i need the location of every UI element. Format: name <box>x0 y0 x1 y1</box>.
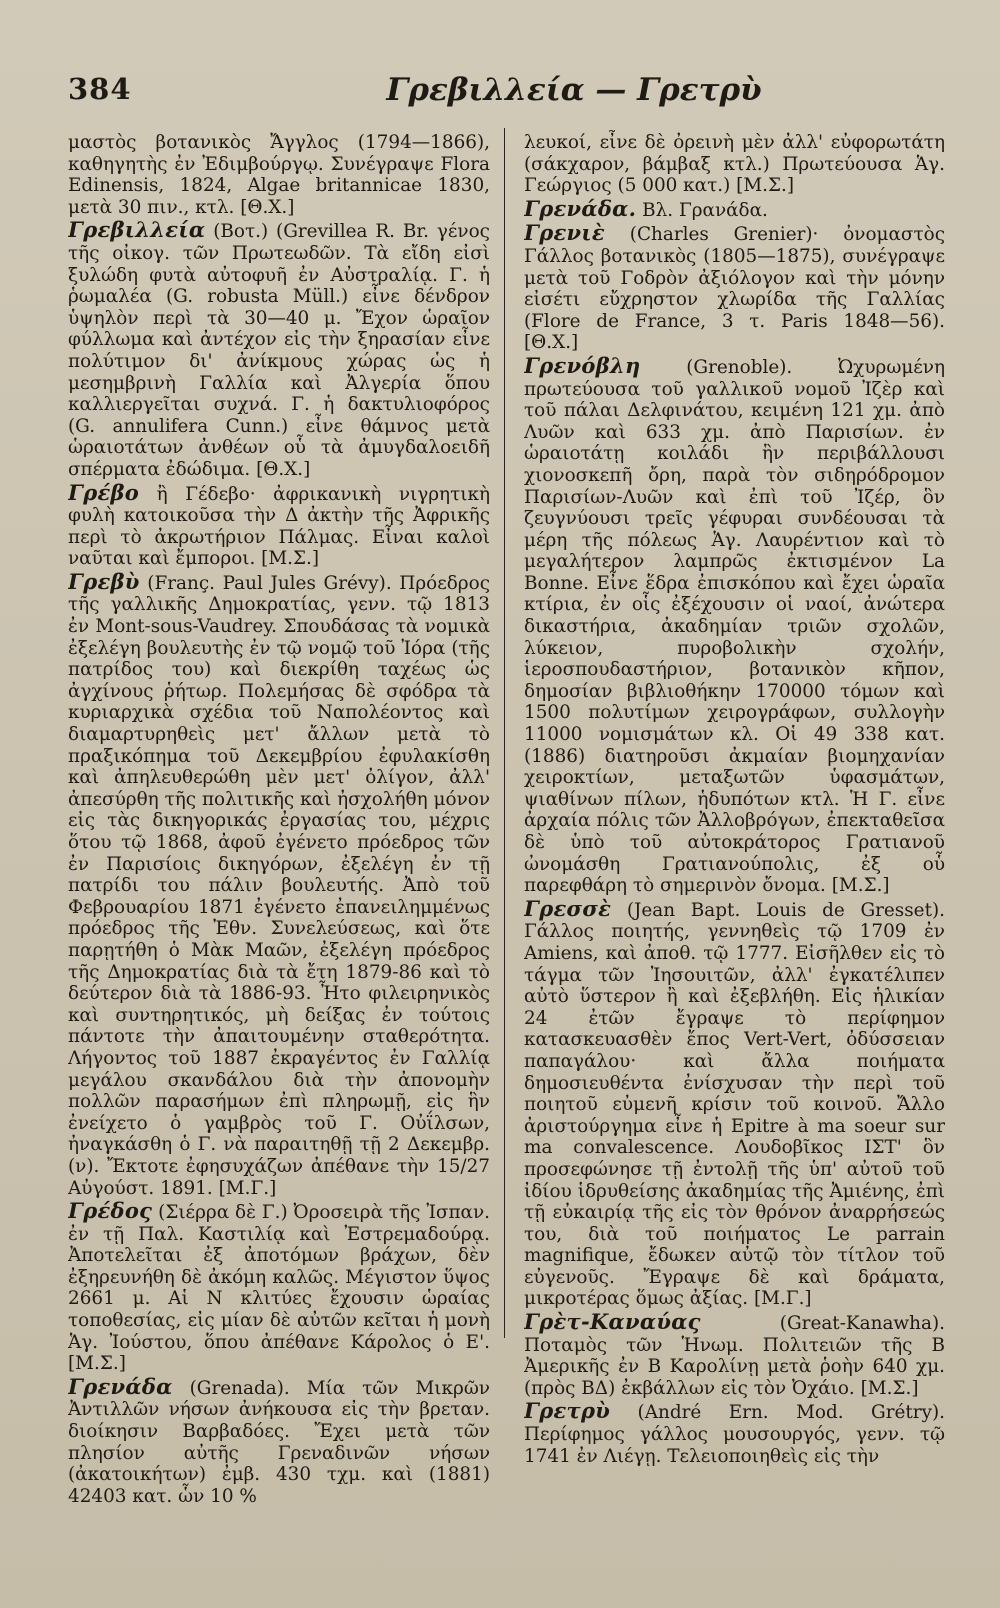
entry-headword: Γρετρὺ <box>524 1398 611 1424</box>
running-head: Γρεβιλλεία — Γρετρὺ <box>386 72 762 108</box>
entry <box>524 1311 945 1399</box>
entry-headword: Γρενάδα <box>68 1373 173 1399</box>
entry-text: (Σιέρρα δὲ Γ.) Ὀροσειρὰ τῆς Ἰσπαν. ἐν τῇ Παλ. Καστιλίᾳ καὶ Ἐστρεμαδούρᾳ. Ἀποτελεῖται ἐξ ἀποτόμων βράχων, δὲν ἐξηρευνήθη δὲ ἀκόμη καλῶς. Μέγιστον ὕψος 2661 μ. Αἱ Ν κλιτύες ἔχουσιν ὡραίας τοποθεσίας, εἰς μίαν δὲ αὐτῶν κεῖται ἡ μονὴ Ἁγ. Ἰούστου, ὅπου ἀπέθανε Κάρολος ὁ Ε'. [Μ.Σ.] <box>68 1202 490 1375</box>
entry <box>524 195 945 222</box>
left-column <box>68 130 490 1590</box>
entry <box>524 352 945 897</box>
entry-headword: Γρενάδα. <box>524 195 637 221</box>
entry <box>68 568 490 1199</box>
entry-headword: Γρενόβλη <box>524 352 641 378</box>
entry-headword: Γρὲτ-Καναύας <box>524 1309 701 1335</box>
entry-text: λευκοί, εἶνε δὲ ὀρεινὴ μὲν ἀλλ' εὐφορωτάτη (σάκχαρον, βάμβαξ κτλ.) Πρωτεύουσα Ἁγ. Γεώργιος (5 000 κατ.) [Μ.Σ.] <box>524 132 945 197</box>
entry <box>524 222 945 354</box>
entry-text: (Βοτ.) (Grevillea R. Br. γένος τῆς οἰκογ. τῶν Πρωτεωδῶν. Τὰ εἴδη εἰσὶ ξυλώδη φυτὰ αὐτοφυῆ ἐν Αὐστραλίᾳ. Γ. ἡ ῥωμαλέα (G. robusta Müll.) εἶνε δένδρον ὑψηλὸν περὶ τὰ 30—40 μ. Ἔχον ὡραῖον φύλλωμα καὶ ἀντέχον εἰς τὴν ξηρασίαν εἶνε πολύτιμον δι' ἀνίκμους χώρας ὡς ἡ μεσημβρινὴ Γαλλία καὶ Ἀλγερία ὅπου καλλιεργεῖται συχνά. Γ. ἡ δακτυλιοφόρος (G. annulifera Cunn.) εἶνε θάμνος μετὰ ὡραιοτάτων ἀνθέων οὗ τὰ ἀμυγδαλοειδῆ σπέρματα ἐδώδιμα. [Θ.Χ.] <box>68 221 490 480</box>
entry <box>68 219 490 480</box>
column-divider <box>504 128 505 1338</box>
entry-headword: Γρεβὺ <box>68 568 140 594</box>
entry-text: (Grenoble). Ὠχυρωμένη πρωτεύουσα τοῦ γαλλικοῦ νομοῦ Ἰζὲρ καὶ τοῦ πάλαι Δελφινάτου, κειμένη 121 χμ. ἀπὸ Λυῶν καὶ 633 χμ. ἀπὸ Παρισίων. ἐν ὡραιοτάτῃ κοιλάδι ἣν περιβάλλουσι χιονοσκεπῆ ὄρη, παρὰ τὸν σιδηρόδρομον Παρισίων-Λυῶν καὶ ἐπὶ τοῦ Ἰζέρ, ὃν ζευγνύουσι τρεῖς γέφυραι συνδέουσαι τὰ μέρη τῆς πόλεως Ἁγ. Λαυρέντιον καὶ τὸ μεγαλήτερον λαμπρῶς ἐκτισμένον La Bonne. Εἶνε ἕδρα ἐπισκόπου καὶ ἔχει ὡραῖα κτίρια, ἐν οἷς ἐξέχουσιν οἱ ναοί, ἀνώτερα δικαστήρια, ἀκαδημίαν τριῶν σχολῶν, λύκειον, πυροβολικὴν σχολήν, ἱεροσπουδαστήριον, βοτανικὸν κῆπον, δημοσίαν βιβλιοθήκην 170000 τόμων καὶ 1500 πολυτίμων χειρογράφων, συλλογὴν 11000 νομισμάτων κλ. Οἱ 49 338 κατ. (1886) διατηροῦσι ἀκμαίαν βιομηχανίαν χειροκτίων, μεταξωτῶν ὑφασμάτων, ψιαθίνων πίλων, ἡδυπότων κτλ. Ἡ Γ. εἶνε ἀρχαία πόλις τῶν Ἀλλοβρόγων, ἐπεκταθεῖσα δὲ ὑπὸ τοῦ αὐτοκράτορος Γρατιανοῦ ὠνομάσθη Γρατιανούπολις, ἐξ οὗ παρεφθάρη τὸ σημερινὸν ὄνομα. [Μ.Σ.] <box>524 356 945 897</box>
entry-text: (Great-Kanawha). Ποταμὸς τῶν Ἡνωμ. Πολιτειῶν τῆς Β Ἀμερικῆς ἐν Β Καρολίνῃ μετὰ ῥοὴν 640 χμ. (πρὸς ΒΔ) ἐκβάλλων εἰς τὸν Ὀχάιο. [Μ.Σ.] <box>524 1313 945 1399</box>
entry-headword: Γρενιὲ <box>524 220 605 246</box>
entry-text: (Charles Grenier)· ὀνομαστὸς Γάλλος βοτανικὸς (1805—1875), συνέγραψε μετὰ τοῦ Γοδρὸν ἀξιόλογον καὶ τὴν μόνην εἰσέτι εὔχρηστον χλωρίδα τῆς Γαλλίας (Flore de France, 3 τ. Paris 1848—56). [Θ.Χ.] <box>524 224 945 354</box>
entry <box>68 1373 490 1508</box>
page-number: 384 <box>68 72 132 106</box>
entry <box>68 479 490 570</box>
entry-headword: Γρέβο <box>68 479 140 505</box>
entry-text: (Grenada). Μία τῶν Μικρῶν Ἀντιλλῶν νήσων ἀνήκουσα εἰς τὴν βρεταν. διοίκησιν Βαρβαδόες. Ἔχει μετὰ τῶν πλησίον αὐτῆς Γρεναδινῶν νήσων (ἀκατοικήτων) ἐμβ. 430 τχμ. καὶ (1881) 42403 κατ. ὧν 10 % <box>68 1377 490 1507</box>
page-header <box>68 72 940 112</box>
entry-text: (André Ern. Mod. Grétry). Περίφημος γάλλος μουσουργός, γενν. τῷ 1741 ἐν Λιέγῃ. Τελειοποιηθεὶς εἰς τὴν <box>524 1402 945 1467</box>
entry-text: Βλ. Γρανάδα. <box>642 199 768 221</box>
entry-text: (Jean Bapt. Louis de Gresset). Γάλλος ποιητής, γεννηθεὶς τῷ 1709 ἐν Amiens, καὶ ἀποθ. τῷ 1777. Εἰσῆλθεν εἰς τὸ τάγμα τῶν Ἰησουιτῶν, ἀλλ' ἐγκατέλιπεν αὐτὸ ὕστερον ἢ καὶ ἐξεβλήθη. Εἰς ἡλικίαν 24 ἐτῶν ἔγραψε τὸ περίφημον κατασκευασθὲν ἔπος Vert-Vert, ὀδύσσειαν παπαγάλου· καὶ ἄλλα ποιήματα δημοσιευθέντα ἐνίσχυσαν τὴν περὶ τοῦ ποιητοῦ εὐμενῆ κρίσιν τοῦ κοινοῦ. Ἄλλο ἀριστούργημα εἶνε ἡ Epitre à ma soeur sur ma convalescence. Λουδοβῖκος ΙΣΤ' ὃν προσεφώνησε τῇ ἐντολῇ τῆς ὑπ' αὐτοῦ τοῦ ἰδίου ἱδρυθείσης ἀκαδημίας τῆς Ἀμιένης, ἐπὶ τῇ εὐκαιρίᾳ τῆς εἰς τὸν θρόνον ἀναρρήσεώς του, διὰ τοῦ ποιήματος Le parrain magnifique, ἔδωκεν αὐτῷ τὸν τίτλον τοῦ εὐγενοῦς. Ἔγραψε δὲ καὶ δράματα, μικροτέρας ὅμως ἀξίας. [Μ.Γ.] <box>524 899 945 1310</box>
entry-headword: Γρέδος <box>68 1198 153 1224</box>
entry-headword: Γρεσσὲ <box>524 895 612 921</box>
right-column <box>524 130 945 1590</box>
entry <box>524 895 945 1310</box>
entry-text: ἢ Γέδεβο· ἀφρικανικὴ νιγρητικὴ φυλὴ κατοικοῦσα τὴν Δ ἀκτὴν τῆς Ἀφρικῆς περὶ τὸ ἀκρωτήριον Πάλμας. Εἶναι καλοὶ ναῦται καὶ ἔμποροι. [Μ.Σ.] <box>68 483 490 570</box>
entry <box>68 1200 490 1375</box>
entry <box>524 130 945 197</box>
entry-text: μαστὸς βοτανικὸς Ἄγγλος (1794—1866), καθηγητὴς ἐν Ἐδιμβούργῳ. Συνέγραψε Flora Edinensis, 1824, Algae britannicae 1830, μετὰ 30 πιν., κτλ. [Θ.Χ.] <box>68 132 490 218</box>
entry-text: (Franç. Paul Jules Grévy). Πρόεδρος τῆς γαλλικῆς Δημοκρατίας, γενν. τῷ 1813 ἐν Mont-sous-Vaudrey. Σπουδάσας τὰ νομικὰ ἐξελέγη βουλευτὴς ἐν τῷ νομῷ τοῦ Ἰόρα (τῆς πατρίδος του) καὶ διεκρίθη ταχέως ὡς ἀγχίνους ῥήτωρ. Πολεμήσας δὲ σφόδρα τὰ κυριαρχικὰ σχέδια τοῦ Ναπολέοντος καὶ διαμαρτυρηθεὶς μετ' ἄλλων μετὰ τὸ πραξικόπημα τοῦ Δεκεμβρίου ἐφυλακίσθη καὶ ἀπηλευθερώθη μὲν μετ' ὀλίγον, ἀλλ' ἀπεσύρθη τῆς πολιτικῆς καὶ ἠσχολήθη μόνον εἰς τὰς δικηγορικάς ἐργασίας του, μέχρις ὅτου τῷ 1868, ἀφοῦ ἐγένετο πρόεδρος τῶν ἐν Παρισίοις δικηγόρων, ἐξελέγη ἐν τῇ πατρίδι του πάλιν βουλευτής. Ἀπὸ τοῦ Φεβρουαρίου 1871 ἐγένετο ἐπανειλημμένως πρόεδρος τῆς Ἐθν. Συνελεύσεως, καὶ ὅτε παρῃτήθη ὁ Μὰκ Μαῶν, ἐξελέγη πρόεδρος τῆς Δημοκρατίας διὰ τὰ ἔτη 1879-86 καὶ τὸ δεύτερον διὰ τὰ 1886-93. Ἦτο φιλειρηνικὸς καὶ συντηρητικός, μὴ δείξας ἐν τούτοις πάντοτε τὴν ἀπαιτουμένην σταθερότητα. Λήγοντος τοῦ 1887 ἐκραγέντος ἐν Γαλλίᾳ μεγάλου σκανδάλου διὰ τὴν ἀπονομὴν πολλῶν παρασήμων ἐπὶ πληρωμῇ, εἰς ἣν ἐνείχετο ὁ γαμβρὸς τοῦ Γ. Οὐΐλσων, ἠναγκάσθη ὁ Γ. νὰ παραιτηθῇ τῇ 2 Δεκεμβρ. (ν). Ἔκτοτε ἐφησυχάζων ἀπέθανε τὴν 15/27 Αὐγούστ. 1891. [Μ.Γ.] <box>68 572 490 1199</box>
entry-headword: Γρεβιλλεία <box>68 217 206 243</box>
entry <box>524 1400 945 1467</box>
entry <box>68 130 490 218</box>
